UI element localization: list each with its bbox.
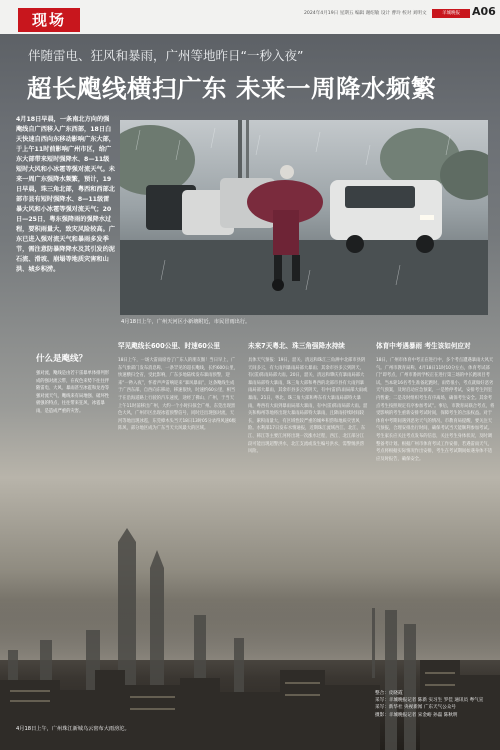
column-title: 罕见飑线长600公里、时速60公里 — [118, 342, 221, 350]
column-body: 具体天气预报：19日，韶关、清远和珠江三角洲中北部市县阴天间多云，有大雨到暴雨局部大暴雨；其余市县多云到阴天，有(雷)阵雨局部大雨。20日，韶关、清远和肇庆有暴雨局部大暴雨局部特大暴雨，珠三角大部和粤西的北部市县有大雨到暴雨局部大暴雨，其余市县多云到阴天，有中(雷)阵雨局部大雨或暴雨。21日，粤北、珠三角大部和粤东有大暴雨局部特大暴雨，粤西有大雨到暴雨局部大暴雨，有中(雷)阵雨局部大雨。韶关和梅州等地将出现大暴雨局部特大暴雨，且降雨持续时间较长，累积雨量大，有区域性较严重的城乡积涝和地质灾害风险。水利部17日发布水情通报，近期珠江流域西江、北江、东江、韩江等主要江河将出现一次涨水过程，西江、北江部分江段可能出现超警洪水，北江支流或发生编号洪水，需警惕洪涝风险。 — [248, 358, 368, 455]
column-title: 未来7天粤北、珠三角强降水持续 — [248, 342, 345, 350]
credit-line: 采写：羊城晚报记者 陈新 实习生 罗佳 通讯员 粤气宣 — [375, 698, 484, 704]
credit-line: 整合：皮晓霞 — [375, 691, 403, 696]
credit-line: 采写：新华社 央视新闻 广东天气公众号 — [375, 705, 457, 711]
article-column — [248, 340, 368, 456]
note-body: 强对流，飑线是由若干雷暴单体排列形成的强对流云带，在夜色来势下往往伴随雷电、大风、暴雨甚至冰雹和龙卷等强对流天气，飑线来有局地强、破坏性极强的特点，往往带来狂风、冰雹暴雨，是造成严重的灾害。 — [36, 371, 110, 414]
page-header — [0, 0, 500, 34]
header-meta: 2024年4月19日 星期五 编辑 谢绍敏 设计 曹玲 校对 刘明文 — [304, 11, 427, 16]
page-number: A06 — [472, 5, 496, 18]
subheadline: 伴随雷电、狂风和暴雨，广州等地昨日“一秒入夜” — [28, 48, 304, 63]
lead-text: 4月18日早晨，一条南北方向的强飑线自广西移入广东西部，18日白天快速自西向东移动影响广东大部，于上午11时前影响广州市区，给广东大部带来短时强降水、8—11级短时大风和小冰雹等强对流天气。未来一周广东强降水频繁，预计，19日早晨，珠三角北部，粤西和西部北部市县有短时强降水、8—11级雷暴大风和小冰雹等强对流天气；20日—25日，粤东强降雨的强降水过程，要积雨量大，致灾风险较高。广东已进入强对流天气和暴雨多发季节，需注意防暴降降水及其引发的泥石流、滑坡、崩塌等地质灾害和山洪、城乡积涝。 — [16, 116, 115, 273]
article-column — [118, 340, 238, 433]
lead-paragraph — [16, 115, 115, 293]
section-tag: 现场 — [18, 8, 80, 32]
credit-line: 摄影：羊城晚报记者 宋金峪 孙磊 陈秋明 — [375, 712, 458, 718]
header-brand: 羊城晚报 — [432, 9, 470, 18]
column-title: 体育中考遇暴雨 考生该如何应对 — [376, 342, 471, 350]
article-column — [376, 340, 496, 463]
column-body: 18日，广州市体育中考正在进行中，多个考点遭遇暴雨大风天气。广州市教育局称，4月18日11时10分左右，体育考试部门“即考点，广州市番禺学校正在进行第三场的中长跑项目考试，当本轮16名考生准备起跑时，雨势很小，考点就做好恶劣天气预案，及时启动应急预案，一是暂停考试，安排考生到室内暂避；二是及时组织考生有序离场，确保考生安全。其余考点考生按照规定有序参加考试”。事后，市教育局联合考点，将受影响的考生重新安排考试时间，保障考生的合法权益。对于体育中考期间遇到恶劣天气的情况，市教育局提醒，要关注天气预报，合理安排出行时间，确保考试当天能顺利参加考试。考生家长应关注考点发布的信息，关注考生身体状况，及时调整备考计划。根据广州市体育考试工作安排，若遇雷雨天气，考点将根据实际情况作出安排，考生在考试期间如遇身体不适应及时报告，确保安全。 — [376, 358, 495, 462]
headline: 超长飑线横扫广东 未来一周降水频繁 — [27, 74, 437, 103]
sidebar-note — [36, 352, 111, 434]
rainstorm-street-photo — [120, 120, 488, 315]
credits — [375, 690, 493, 719]
column-body: 18日上午，一场大雷雨席卷了广东人的朋友圈！当日早上，广东气象部门发布消息称，一条罕见的超长飑线，长约600公里，快速横扫全省，受此影响，广东多地陆续发布暴雨预警，迎来“一秒入夜”，怀着声声雷响迎来“暴风暴雨”，这条飑线生成于广西东部，自西向东移动，移速很快，时速约60公里，相当于在沿海道路上行驶的汽车速度，途经了佛山、广州，于当天上午11时前移出广州，大约一个小时扫掠全广州。东莞出现黑色大风，广州市区出现冰雹预警信号，同时还出现强对流，天河等地出现冰雹，东莞樟木头当天18日13时05分录得风速6级阵风，部分地区成为广东当天大风最大的区域。 — [118, 358, 238, 432]
article-columns — [115, 340, 498, 620]
main-photo — [120, 120, 488, 315]
note-title: 什么是飑线？ — [36, 354, 88, 364]
city-photo-caption: 4月18日上午，广州珠江新城乌云密布大雨滂沱。 — [16, 726, 130, 732]
photo-caption: 4月18日上午，广州天河区小新塘附近，市民冒雨出行。 — [121, 319, 251, 325]
